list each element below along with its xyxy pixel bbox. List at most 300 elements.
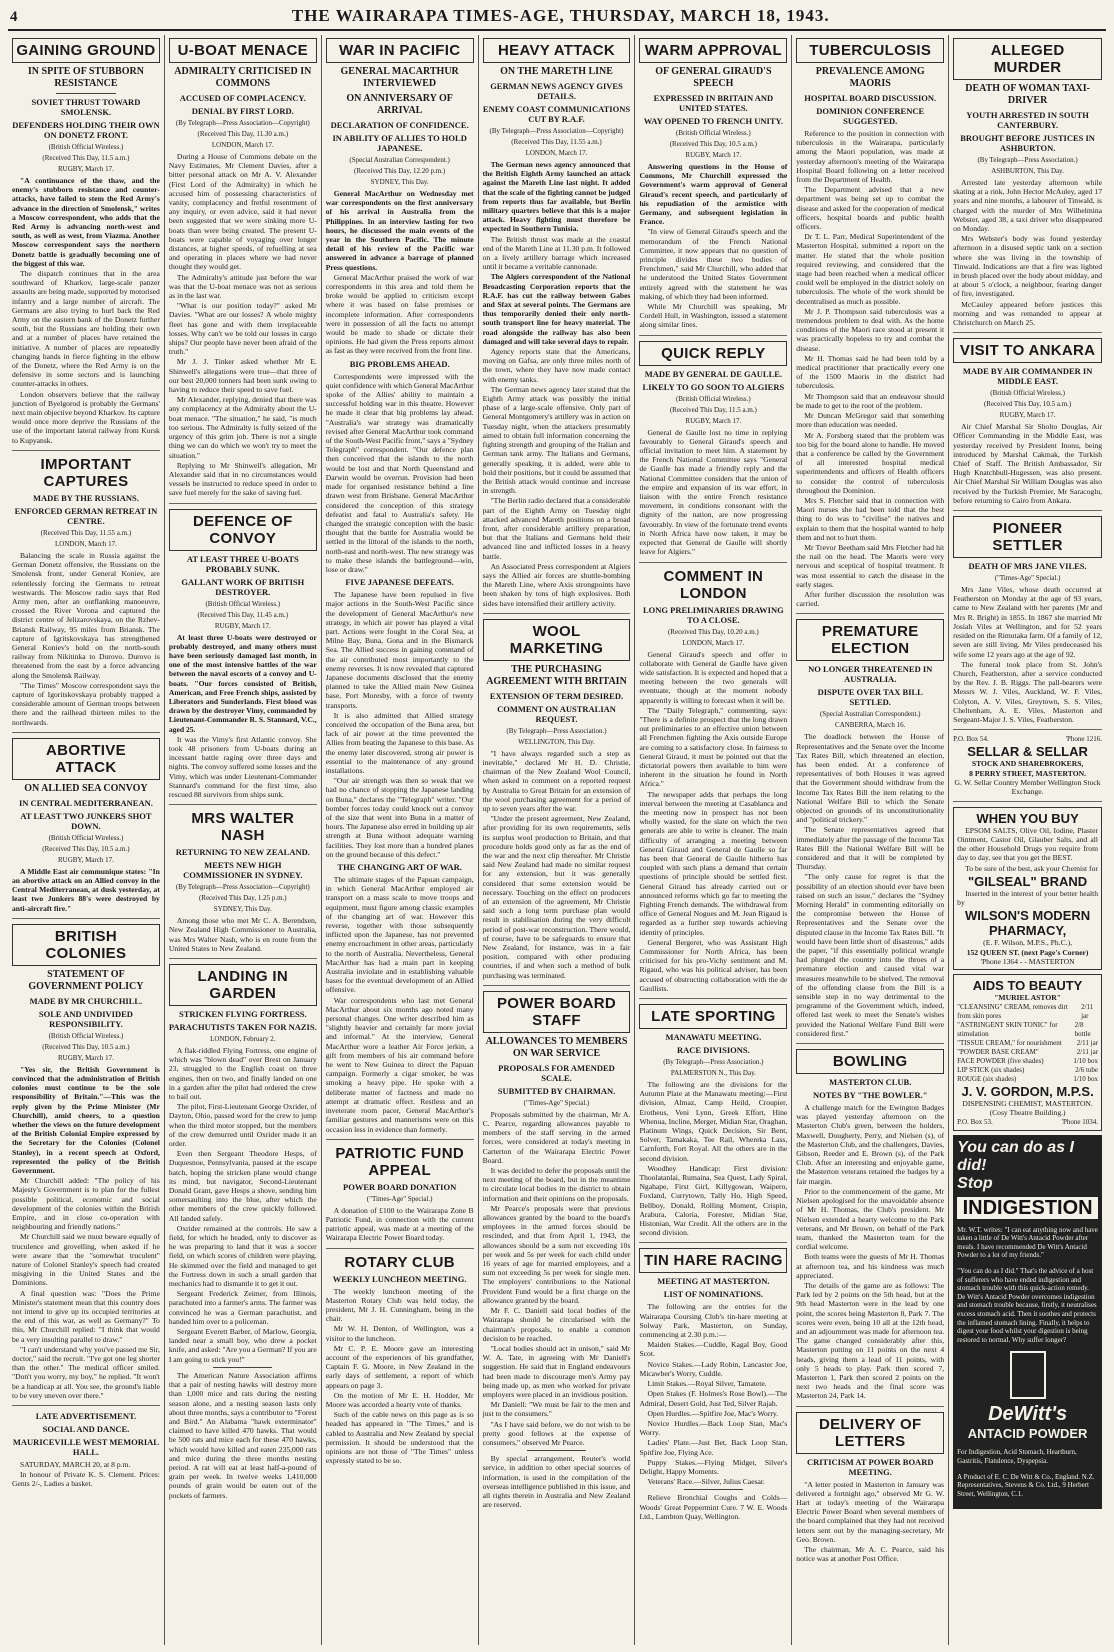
dateline: (Received This Day, 11.45 a.m.) [197, 610, 289, 619]
paragraph: A donation of £100 to the Wairarapa Zone B Patriotic Fund, in connection with the current patriotic appeal, was made at a meeting of the Wairarapa Electric Power Board today. [325, 1205, 474, 1243]
dateline: (Received This Day, 10.5 a.m.) [669, 140, 757, 148]
ad-sellar-and-sellar [953, 735, 1102, 802]
subhead: SOLE AND UNDIVIDED RESPONSIBILITY. [38, 1008, 133, 1029]
paragraph: "Our air strength was then so weak that we had no chance of stopping the Japanese landing on Buna," declares the "Telegraph" writer. "Our bomber forces today could knock out a convoy of the size that went into Buna in a matter of hours. The Japanese also erred in building up air strength at Buna without adequate warning facilities. They lost more than a hundred planes on the ground because of this defect." [325, 776, 474, 859]
column-5 [635, 35, 792, 1645]
paragraph: Open Stakes (F. Holmes's Rose Bowl).—The Admiral, Desert Gold, Just Ted, Silver Rajah. [639, 1389, 788, 1408]
article-tin-hare-racing [639, 1248, 787, 1525]
subhead: SUBMITTED BY CHAIRMAN. [497, 1085, 616, 1096]
paragraph: Mr Daniell: "We must be fair to the men and just to the consumers." [482, 1400, 631, 1419]
subhead: CRITICISM AT POWER BOARD MEETING. [806, 1456, 934, 1477]
dateline: LONDON, March 17. [55, 539, 117, 548]
paragraph: Mr H. Thomas said he had been told by a medical practitioner that practically every one of the 1500 Maoris in the district had tuberculosis. [796, 353, 945, 391]
ad-slogan: You can do as I did! [957, 1138, 1074, 1174]
ad-subhead: SOCIAL AND DANCE. [42, 1424, 130, 1435]
ad-line: DISPENSING CHEMIST, MASTERTON. [962, 1098, 1093, 1108]
article-alleged-murder [953, 38, 1102, 333]
paragraph: "The Times" Moscow correspondent says the capture of Igoritskovskaya probably trapped a considerable amount of German troops between there and the railhead thirteen miles to the northwards. [12, 680, 160, 727]
paragraph: "In view of General Giraud's speech and the memorandum of the French National Committee, it now appears that no question of principle divides these two bodies of Frenchmen," said Mr Churchill, who added that he understood the United States Government entirely agreed with the statement he was making, of which they had been informed. [639, 227, 788, 301]
paragraph: Mr Thompson said that an endeavour should be made to get to the root of the problem. [796, 391, 945, 410]
paragraph: Mr Trevor Beetham said Mrs Fletcher had hit the nail on the head. The Maoris were very nervous and sceptical of hospital treatment. It was most essential to catch the disease in the early stages. [796, 542, 945, 589]
newspaper-title: THE WAIRARAPA TIMES-AGE, THURSDAY, MARCH 18, 1943. [291, 6, 830, 25]
article-quick-reply [639, 341, 787, 563]
dateline: (British Official Wireless.) [48, 143, 124, 151]
paragraph: It was decided to defer the proposals until the next meeting of the board, but in the meantime to circulate local bodies in the district to obtain information and their opinions on the proposals. [482, 1166, 631, 1203]
divider [213, 1367, 272, 1368]
subhead: COMMENT ON AUSTRALIAN REQUEST. [497, 703, 616, 724]
dateline: (By Telegraph—Press Association.) [506, 726, 607, 735]
headline: LATE SPORTING [639, 1004, 787, 1029]
ad-line: 8 PERRY STREET, MASTERTON. [969, 768, 1086, 778]
paragraph: Mr C. P. E. Moore gave an interesting account of the experiences of his grandfather, Captain F. G. Moore, in New Zealand in the early days of settlement, a report of which appears on page 3. [325, 1343, 474, 1390]
paragraph: Among those who met Mr C. A. Berendsen, New Zealand High Commissioner to Australia, was Mrs Walter Nash, who is en route from the United States to New Zealand. [168, 916, 317, 953]
ad-line: 152 QUEEN ST. (next Page's Corner) [966, 947, 1089, 957]
subhead: IN CENTRAL MEDITERRANEAN. [18, 797, 153, 808]
paragraph: Both teams were the guests of Mr H. Thomas at afternoon tea, and his kindness was much appreciated. [796, 1252, 945, 1280]
ad-brand: "MURIEL ASTOR" [994, 993, 1061, 1003]
paragraph: Air Chief Marshal Sir Sholto Douglas, Air Officer Commanding in the Middle East, was yesterday received by President Inonu, being introduced by Marshal Cakmak, the Turkish Chief of Staff. The British Ambassador, Sir Hugh Knatchbull-Hugessen, was also present. Air Chief Marshal Sir William Douglas was also received by the Turkish Premier, Mr Saracoglu, before returning to Cairo from Ankara. [953, 422, 1103, 505]
subhead: PREVALENCE AMONG MAORIS [815, 66, 925, 89]
item-name: "CLEANSING" CREAM, removes dirt from skin pores [957, 1002, 1068, 1020]
article-late-sporting [639, 1004, 787, 1243]
paragraph: The German news agency announced that the British Eighth Army launched an attack against the Mareth Line last night. It added that the scale of the fighting cannot be judged from reports thus far available, but Berlin military quarters believe that this is a major attack. Heavy fighting must therefore be expected in Southern Tunisia. [482, 160, 631, 234]
subhead: ACCUSED OF COMPLACENCY. [179, 93, 306, 103]
ad-text: A Product of E. C. De Witt & Co., England. N.Z. Representatives, Stevens & Co. Ltd., 9 Herbert Street, Wellington, C.1. [957, 1472, 1095, 1498]
paragraph: The Senate representatives agreed that immediately after the passage of the Income Tax Rates Bill the National Welfare Bill will be considered and that it will be completed by Thursday. [796, 825, 945, 872]
paragraph: "Local bodies should act in unison," said Mr W. A. Tate, in agreeing with Mr Daniell's suggestion. He said that in England endeavours had been made to discourage men's Army pay being made up, as men who worked for private employers were placed in an invidious position. [482, 1343, 631, 1399]
paragraph: After further discussion the resolution was carried. [796, 589, 945, 609]
dateline: ("Times-Age" Special.) [994, 574, 1061, 583]
paragraph: The Japanese have been repulsed in five major actions in the South-West Pacific since the development of General MacArthur's new strategy, in which air power has played a vital part. Actions were fought in the Coral Sea, at Milne Bay, Buna, Gona and in the Bismarck Sea. The Allied success in gaining command of the air contributed most importantly to the enemy reverses. It is now revealed that captured Japanese documents disclosed that the enemy planned to take the Allied main New Guinea base, Port Moresby, with a force of twenty transports. [325, 590, 474, 710]
subhead: ON THE MARETH LINE [500, 66, 613, 77]
paragraph: A final question was: "Does the Prime Minister's statement mean that this country does not intend to give up its occupied territories at the end of this war, as well as Germany?" To this, Mr Churchill replied: "I think that would be a very insulting parallel to draw." [12, 1288, 160, 1344]
ad-heading: WHEN YOU BUY [976, 810, 1079, 826]
article-abortive-attack [12, 738, 160, 919]
ad-brand: "GILSEAL" BRAND [967, 873, 1088, 889]
paragraph: Mr Churchill added: "The policy of his Majesty's Government is to plan for the fullest possible political, economic and social development of the colonies within the British Empire, and in close co-operation with neighbouring and friendly nations." [12, 1176, 160, 1232]
paragraph: It was the Vimy's first Atlantic convoy. She took 48 prisoners from U-boats during an incessant battle raging over three days and nights. The convoy suffered some losses and the Vimy, which was under Lieutenant-Commander Stannard's command for the first time, also rescued 88 survivors from ships sunk. [168, 734, 317, 799]
ad-line: (E. F. Wilson, M.P.S., Ph.C.), [983, 938, 1072, 948]
subhead: GENERAL MACARTHUR INTERVIEWED [340, 66, 459, 89]
dateline: LONDON, March 17. [682, 638, 745, 647]
ad-line: (Cosy Theatre Building.) [989, 1108, 1066, 1118]
paragraph: The chairman, Mr A. C. Pearce, said his notice was at another Post Office. [796, 1544, 945, 1564]
paragraph: General Giraud's speech and offer to collaborate with General de Gaulle have given wide satisfaction. It is expected and hoped that a meeting between the two generals will eventuate, though at the moment nobody apparently is willing to forecast when it will be. [639, 649, 788, 705]
dateline: (Received This Day, 10.5 a.m.) [42, 1042, 130, 1051]
paragraph: "A continuance of the thaw, and the enemy's stubborn resistance and counter-attacks, have failed to stem the Red Army's advance in the direction of Smolensk," writes a Moscow correspondent, who adds that the Red Army is advancing north-west and south, as well as west, from Viazma. Another Moscow correspondent says the northern Donetz battle is gradually becoming one of the biggest of this war. [12, 176, 160, 268]
paragraph: Mr A. Forsberg stated that the problem was too big for the board alone to handle. He moved that a conference be called by the Government of all interested hospital medical superintendents and officers of Health officers to consider the control of tuberculosis throughout the Dominion. [796, 430, 945, 495]
ad-subhead: MAURICEVILLE WEST MEMORIAL HALL. [12, 1437, 159, 1458]
subhead: IN SPITE OF STUBBORN RESISTANCE [27, 66, 144, 89]
headline: COMMENT IN LONDON [663, 567, 764, 602]
paragraph: The pilot, First-Lieutenant George Oxrider, of Dayton, Ohio, passed word for the crew to jump when the third motor stopped, but the members of the crew demurred until Oxrider made it an order. [168, 1102, 317, 1149]
dateline: ("Times-Age" Special.) [366, 1194, 433, 1203]
paragraph: "The Berlin radio declared that a considerable part of the Eighth Army on Tuesday night attacked advanced Mareth positions on a broad front, after considerable artillery preparation, but that the Italians and Germans held their advanced line and inflicted losses in a heavy battle. [482, 496, 631, 561]
dateline: (British Official Wireless.) [205, 599, 281, 608]
price-item [957, 1039, 1098, 1048]
article-patriotic-fund [326, 1145, 474, 1249]
paragraph: The Admiralty's attitude just before the war was that the U-boat menace was not as serious as in the last war. [168, 272, 317, 301]
paragraph: Novice Stakes.—Lady Robin, Lancaster Joe, Micawber's Worry, Cuddle. [639, 1359, 788, 1378]
subhead: ADMIRALTY CRITICISED IN COMMONS [174, 66, 312, 89]
po-box: P.O. Box 54. [953, 735, 989, 744]
headline: POWER BOARD STAFF [483, 991, 631, 1033]
paragraph: London observers believe that the railway junction of Byelgorod is probably the Germans' next main objective beyond Kharkov. Its capture would once more deprive the Russians of the use of the important lateral railway from Kursk to Kupyansk. [12, 389, 160, 445]
article-heavy-attack [483, 38, 631, 614]
subhead: DECLARATION OF CONFIDENCE. [330, 120, 469, 130]
ad-text: Inserted in the interest of your better health by [957, 888, 1099, 907]
paragraph: Sergeant Frederick Zeimer, from Illinois, parachuted into a farmer's arms. The farmer was convinced he was a German parachutist, and handed him over to a policeman. [168, 1289, 317, 1326]
dateline: (Special Australian Correspondent.) [349, 156, 450, 164]
paragraph: Mr Churchill said we must beware equally of truculence and grovelling, when asked if he were aware that the "somewhat truculent" nature of Colonel Stanley's speech had created misgiving in the United States and the Dominions. [12, 1232, 160, 1288]
article-tuberculosis [796, 38, 944, 614]
headline: PIONEER SETTLER [953, 516, 1102, 558]
article-war-in-pacific [326, 38, 474, 1140]
article-u-boat-menace [169, 38, 317, 504]
paragraph: "As I have said before, we do not wish to be pretty good fellows at the expense of consumers," observed Mr Pearce. [482, 1419, 631, 1447]
column-2 [165, 35, 322, 1645]
item-price: 2/11 jar [1076, 1047, 1099, 1056]
paragraph: Prior to the commencement of the game, Mr Nielsen apologised for the unavoidable absence of Mr H. Thomas, the Club's president. Mr Nielsen extended a hearty welcome to the Park veterans, and Mr Brown, on behalf of the Park team, thanked the Masterton team for the cordial welcome. [796, 1186, 945, 1252]
item-name: "TISSUE CREAM," for nourishment [957, 1038, 1062, 1047]
paragraph: Dr T. L. Parr, Medical Superintendent of the Masterton Hospital, submitted a report on the matter. He stated that the whole position required reviewing, and considered that the stage had been reached when a medical officer could well be employed in the district solely on tuberculosis. The whole of the work should be decentralised as much as possible. [796, 232, 945, 306]
subhead: NOTES BY "THE BOWLER." [812, 1090, 928, 1101]
article-comment-in-london [639, 568, 787, 1000]
ad-text: EPSOM SALTS, Olive Oil, Iodine, Plaster Ointment, Castor Oil, Glauber Salts, and all the other Household Drugs you require from day to day, see that you get the BEST. [957, 825, 1099, 863]
headline: WARM APPROVAL [639, 38, 787, 63]
subhead: GALLANT WORK OF BRITISH DESTROYER. [181, 576, 305, 597]
subhead: RETURNING TO NEW ZEALAND. [175, 847, 310, 858]
paragraph: War correspondents who last met General MacArthur about six months ago noted many personal changes. One writer described him as "slightly heavier and certainly far more jovial and informal." At the interview, General MacArthur wore a leather Air Force jerkin, a gift from members of his air command before he went to New Guinea to direct the Papuan campaign. Formerly a cigar smoker, he was smoking a heavy pipe. He spoke with a deliberate matter of factness and made no attempt at dramatic effect. Restless and an inveterate room pacer, General MacArthur's familiar gestures and mannerisms were on this occasion less in evidence than formerly. [325, 995, 474, 1134]
column-1 [8, 35, 165, 1645]
headline: BRITISH COLONIES [12, 924, 160, 966]
dateline: RUGBY, March 17. [685, 151, 742, 159]
subhead: LIKELY TO GO SOON TO ALGIERS [642, 381, 785, 392]
dateline: ("Times-Age" Special.) [523, 1098, 590, 1107]
headline: QUICK REPLY [639, 341, 787, 366]
subhead: OF GENERAL GIRAUD'S SPEECH [655, 66, 772, 89]
item-price: 2/11 jar [1076, 1038, 1099, 1047]
subhead: RACE DIVISIONS. [676, 1045, 750, 1056]
subhead: MADE BY GENERAL DE GAULLE. [644, 368, 783, 379]
paragraph: The following are the divisions for the Autumn Plate at the Manawatu meeting:—First division, Almaz, Camp Heild, Croupier, Erotheus, Veni Lynn, Greek Effort, Hine Whenua, Incline, Merger, Midian Star, Oraghan, Platinum Wings, Quick Decision, Sir Bent, Solver, Tamakaka, Tee Rail, Whereka Lass, Carnforth, Fort Royal. All the others are in the second division. [639, 1080, 788, 1163]
divider [56, 93, 115, 94]
article-rotary-club [326, 1254, 474, 1471]
paragraph: Veterans' Race.—Silver, Julius Caesar. [647, 1477, 765, 1487]
paragraph: "A letter posted in Masterton in January was delivered a fortnight ago," observed Mr G. W. Hart at today's meeting of the Wairarapa Electric Power Board when several members of the board complained that they had not received letters sent out by the managing-secretary, Mr Geo. Brown. [796, 1479, 945, 1544]
item-price: 1/10 box [1073, 1074, 1099, 1083]
subhead: DISPUTE OVER TAX BILL SETTLED. [817, 687, 923, 708]
dateline: LONDON, March 17. [211, 141, 274, 149]
paragraph: It is also admitted that Allied strategy conceived the occupation of the Buna area, but lack of air power at the time prevented the Allies from beating the Japanese to this base. As the enemy later discovered, strong air power is essential to the maintenance of any ground installations. [325, 710, 474, 775]
dateline: WELLINGTON, This Day. [518, 737, 595, 746]
subhead: IN ABILITY OF ALLIES TO HOLD JAPANESE. [332, 133, 467, 153]
paragraph: On the motion of Mr E. H. Hodder, Mr Moore was accorded a hearty vote of thanks. [325, 1390, 474, 1409]
price-item [957, 1021, 1098, 1039]
headline: DELIVERY OF LETTERS [796, 1412, 944, 1454]
paragraph: Limit Stakes.—Royal Silver, Tamatete. [647, 1379, 767, 1389]
paragraph: "Under the present agreement, New Zealand, after providing for its own requirements, sells its surplus wool production to Britain, and that procedure holds good only as far as the end of the war and the next clip thereafter. Mr Christie said New Zealand had made no similar request for any extension, but it was generally considered that some extension would be necessary. Touching on the effect on producers of an extension of the agreement, Mr Christie said such a long term purchase plan would result in stabilisation during the very difficult period of post-war reconstruction. There would, of course, have to be safeguards to ensure that New Zealand, for instance, was in a fair position, compared with other producing countries, if and when such a method of bulk purchasing was terminated. [482, 814, 631, 980]
paragraph: The American Nature Association affirms that a pair of nesting hawks will destroy more than 1,000 mice and rats during the nesting season alone, and a nesting season lasts only about three months, says a contributor to "Forest and Bird." An Alabama "hawk exterminator" claimed to have killed 470 hawks. That would be 500 rats and mice each for these 470 hawks, which would have killed and eaten 235,000 rats and mice during the three months nesting period. A rat will eat at least half-a-pound of grain per week. In twelve weeks 1,410,000 pounds of grain would be eaten out of the pockets of farmers. [168, 1370, 317, 1500]
item-name: FACE POWDER (five shades) [957, 1056, 1044, 1065]
ad-contact-row [953, 735, 1102, 744]
paragraph: "What is our position today?" asked Mr Davies. "What are our losses? A whole mighty fleet has gone and with them irreplaceable losses. Why can't we be told our losses in cargo ships? Our people have never been afraid of the truth." [168, 301, 317, 357]
dateline: LONDON, February 2. [210, 1034, 276, 1043]
paragraph: SATURDAY, MARCH 20, at 8 p.m. [20, 1460, 131, 1470]
subhead: MASTERTON CLUB. [829, 1077, 912, 1088]
ad-wilsons-pharmacy [953, 807, 1102, 971]
headline: TIN HARE RACING [639, 1248, 787, 1273]
article-delivery-of-letters [796, 1412, 944, 1569]
paragraph: The newspaper adds that perhaps the long interval between the meeting at Casablanca and the meeting now in prospect has not been wholly wasted, for the slate on which the two generals are able to write is cleaner. The main difficulty of arranging a meeting between General Giraud and General de Gaulle so far has been that General de Gaulle hitherto has coupled with such plans a demand that certain questions of principle should be settled first. General Giraud has already carried out or announced reforms which go far to meeting the Fighting French demands. The withdrawal from office of General Nogues and M. Jean Rigaud is regarded as a further step towards achieving identity of principles. [639, 789, 788, 937]
article-british-colonies [12, 924, 160, 1406]
dateline: SYDNEY, This Day. [370, 178, 429, 186]
paragraph: Woodhey Handicap: First division: Thoolatanlai, Rumaina, Sea Quest, Lady Spiral, Ngahape, First Girl, Killygowan, Waipero, Foxland, Currytown, Tally Ho, High Speed, Bellboy, Donald, Rolling Moment, Crispin, Arabura, Caloria, Forester, Midian Star, Histonian, War Credit. All the others are in the second division. [639, 1163, 788, 1238]
dateline: RUGBY, March 17. [685, 416, 742, 425]
subhead: LIST OF NOMINATIONS. [663, 1289, 763, 1300]
ad-stop: Stop [957, 1174, 993, 1192]
ad-business-name: WILSON'S MODERN PHARMACY, [965, 908, 1091, 939]
ad-text: To be sure of the best, ask your Chemist for [965, 863, 1098, 873]
paragraph: The following are the entries for the Wairarapa Coursing Club's tin-hare meeting at Solway Park, Masterton, on Sunday, commencing at 2.30 p.m.:— [639, 1302, 788, 1340]
subhead: MEETING AT MASTERTON. [657, 1276, 770, 1287]
subhead: WAY OPENED TO FRENCH UNITY. [643, 116, 783, 126]
ad-line: G. W. Sellar Country Member Wellington Stock Exchange. [954, 777, 1101, 797]
headline: WAR IN PACIFIC [326, 38, 474, 63]
dateline: RUGBY, March 17. [999, 411, 1056, 420]
paragraph: Ladies' Plate.—Just Bet, Back Loop Stan, Spitfire Joe, Flying Ace. [639, 1438, 788, 1457]
dateline: (British Official Wireless.) [48, 1031, 124, 1040]
ad-aids-to-beauty [953, 974, 1102, 1130]
dateline: (Received This Day, 11.5 a.m.) [669, 405, 757, 414]
ad-line: 'Phone 1364 - - MASTERTON [980, 956, 1075, 966]
headline: ROTARY CLUB [344, 1253, 455, 1271]
subhead: EXPRESSED IN BRITAIN AND UNITED STATES. [653, 93, 774, 113]
item-name: ROUGE (six shades) [957, 1074, 1017, 1083]
page-number: 4 [10, 9, 18, 25]
headline: ALLEGED MURDER [953, 38, 1102, 80]
price-item [957, 1075, 1098, 1084]
price-item [957, 1003, 1098, 1021]
paragraph: The funeral took place from St. John's Church, Featherston, after a service conducted by the Rev. J. B. Riggs. The pall-bearers were Messrs W. J. Viles, Auckland, W. F. Viles, Colyton, A. V. Viles, Greytown, S. S. Viles, Cheltenham, A. E. Viles, Masterton and Sergeant-Major J. S. Viles, Featherston. [953, 659, 1103, 724]
subhead: ON ANNIVERSARY OF ARRIVAL [346, 93, 453, 116]
subhead: NO LONGER THREATENED IN AUSTRALIA. [808, 664, 933, 685]
paragraph: Mrs Webster's body was found yesterday afternoon in a disused septic tank on a section where she was living in the township of Tinwald. Indications are that a fire was lighted in brush placed over the body about midday, and at about 5 o'clock, a neighbour, fearing danger of fire, investigated. [953, 234, 1103, 299]
paragraph: "I can't understand why you've passed me Sir, doctor," said the recruit. "I've got one leg shorter than the other." The medical officer smiled. "Don't you worry, my boy," he replied. "It won't be a handicap at all. You see, the ground's liable to be very uneven over there." [12, 1344, 160, 1400]
subhead: ENFORCED GERMAN RETREAT IN CENTRE. [14, 505, 158, 526]
dateline: (Received This Day, 11.30 a.m.) [197, 130, 289, 138]
subhead: HOSPITAL BOARD DISCUSSION. [804, 93, 937, 103]
subhead: THE PURCHASING AGREEMENT WITH BRITAIN [486, 663, 627, 687]
headline: MRS WALTER NASH [191, 810, 295, 845]
headline: ABORTIVE ATTACK [12, 738, 160, 780]
column-6 [792, 35, 949, 1645]
dateline: (Received This Day, 11.55 a.m.) [511, 138, 602, 146]
subhead: AT LEAST THREE U-BOATS PROBABLY SUNK. [186, 553, 299, 574]
ad-business-name: J. V. GORDON, M.P.S. [961, 1083, 1094, 1099]
paragraph: Even then Sergeant Theodore Hesps, of Duquesnoe, Pennsylvania, paused at the escape hatch, hoping the stricken plane would change its mind, but navigator, Second-Lieutenant Donald Grant, gave Hesps a shove, sending him somersaulting into the blue, after which the other members of the crew quickly followed. All landed safely. [168, 1149, 317, 1223]
paragraph: A Middle East air communique states: "In an abortive attack on an Allied convoy in the Central Mediterranean, at dusk yesterday, at least two Junkers 88's were destroyed by anti-aircraft fire." [12, 866, 160, 913]
dateline: (By Telegraph—Press Association.) [977, 156, 1078, 164]
subhead: BROUGHT BEFORE JUSTICES IN ASHBURTON. [960, 133, 1095, 153]
subhead: STRICKEN FLYING FORTRESS. [178, 1008, 307, 1019]
paragraph: Reference to the position in connection with tuberculosis in the Wairarapa, particularly among the Maori population, was made at yesterday afternoon's meeting of the Wairarapa Hospital Board following on a letter received from the Department of Health. [796, 129, 945, 185]
subhead: STATEMENT OF GOVERNMENT POLICY [28, 968, 144, 992]
ad-heading: LATE ADVERTISEMENT. [35, 1411, 137, 1422]
dateline: (British Official Wireless.) [48, 833, 124, 842]
paragraph: Mr Duncan McGregor said that something more than education was needed. [796, 411, 945, 430]
subhead: WEEKLY LUNCHEON MEETING. [332, 1273, 467, 1284]
ad-product: ANTACID POWDER [967, 1426, 1088, 1442]
section-heading: FIVE JAPANESE DEFEATS. [345, 577, 454, 588]
headline: PREMATURE ELECTION [796, 619, 944, 661]
article-pioneer-settler [953, 516, 1102, 730]
subhead: PROPOSALS FOR AMENDED SCALE. [498, 1062, 615, 1083]
dateline: RUGBY, March 17. [57, 855, 114, 864]
paragraph: Open Hurdles.—Spitfire Joe, Mac's Worry. [647, 1408, 779, 1418]
paragraph: Mr Alexander, replying, denied that there was any complacency at the Admiralty about the U-boat menace. "The situation," he said, "is much too serious. The Admiralty is fully seized of the urgency of this grim job. There is not a single thing we can do which we won't try to meet the situation." [168, 395, 317, 460]
subhead: GERMAN NEWS AGENCY GIVES DETAILS. [490, 81, 623, 101]
paragraph: The German news agency later stated that the Eighth Army attack was possibly the initial phase of a large-scale offensive. Only part of General Montgomery's artillery was in action on Tuesday night, when the attackers presumably aimed to obtain full information concerning the fighting strength and grouping of the Italian and German tank army. The Italians and Germans, generally speaking, it is added, were able to hold their positions, but it could be assumed that the British attack would continue and increase in strength. [482, 384, 631, 496]
ad-line: STOCK AND SHAREBROKERS, [971, 759, 1084, 769]
paragraph: Puppy Stakes.—Flying Midget, Silver's Delight, Happy Moments. [639, 1457, 788, 1476]
paragraph: While Mr Churchill was speaking, Mr Cordell Hull, in Washington, issued a statement along similar lines. [639, 302, 788, 330]
section-heading: BIG PROBLEMS AHEAD. [349, 358, 450, 369]
ad-text: "You can do as I did." That's the advice of a host of sufferers who have ended indigestion and stomach trouble with this quick-action remedy. De Witt's Antacid Powder overcomes indigestion and stomach trouble because, firstly, it neutralises excess stomach acid. Then it soothes and protects the inflamed stomach lining. Finally, it helps to digest your food whilst your digestion is being restored to normal. Why suffer longer? [957, 1266, 1097, 1344]
dateline: SYDNEY, This Day. [213, 905, 272, 914]
dateline: ASHBURTON, This Day. [991, 167, 1064, 175]
paragraph: The dispatch continues that in the area southward of Kharkov, large-scale panzer assaults are being made, supported by motorised infantry and a large number of aircraft. The Germans are also trying to hurl back the Red Army on the eastern bank of the Donetz further south, but the Russians are holding their own and at a number of places have retained the initiative. A number of places are repeatedly changing hands in fierce fighting in the elbow of the Donetz, where the Red Army is on the defensive in some sectors and is launching counter-attacks in others. [12, 269, 160, 389]
po-box: P.O. Box 53. [957, 1117, 993, 1126]
dateline: RUGBY, March 17. [57, 1053, 114, 1062]
price-list [957, 1003, 1098, 1084]
headline: LANDING IN GARDEN [169, 964, 317, 1006]
dateline: (By Telegraph—Press Association—Copyright) [175, 883, 310, 892]
paragraph: Replying to Mr Shinwell's allegation, Mr Alexander said that in no circumstances would vessels be instructed to reduce speed in order to save fuel merely for the sake of saving fuel. [168, 460, 317, 498]
paragraph: General de Gaulle lost no time in replying favourably to General Giraud's speech and official invitation to meet him. A statement by the French National Committee says "General de Gaulle has made a friendly reply and the National Committee considers that the union of the empire and expansion of its war effort, in liaison with the entire French resistance movement, in conditions consonant with the dignity of the nation, are now progressing favourably. In view of the fortunate trend events in North Africa have now taken, it may be expected that General de Gaulle will shortly leave for Algiers." [639, 427, 788, 557]
dateline: (British Official Wireless.) [990, 389, 1065, 398]
dateline: LONDON, March 17. [525, 149, 588, 157]
subhead: DEATH OF MRS JANE VILES. [968, 561, 1087, 572]
subhead: EXTENSION OF TERM DESIRED. [489, 690, 624, 701]
dateline: (Received This Day, 10.5 a.m.) [42, 844, 130, 853]
paragraph: Answering questions in the House of Commons, Mr Churchill expressed the Government's warm approval of General Giraud's recent speech, and particularly of his repudiation of the armistice with Germany, and subsequent legislation in France. [639, 162, 788, 227]
paragraph: Balancing the scale in Russia against the German Donetz offensive, the Russians on the Smolensk front, under General Koniev, are relentlessly forcing the Germans to retreat westwards. The Moscow radio says that Red Army men, after an outflanking manoeuvre, crossed the River Vorona and captured the district centre of Jelizarovskaya, on the Rzhev-Briansk Railway, 95 miles from Briansk. The capture of Igritskovskaya has strengthened General Koniev's hold on the north-south railway from Nikitinka to Durovo. Durovo is threatened from the east by a force advancing along the Smolensk Railway. [12, 550, 160, 680]
paragraph: The Algiers correspondent of the National Broadcasting Corporation reports that the R.A.F. has cut the railway between Gabes and Sfax at several points. The Germans are thus temporarily denied their only north-south transport line for heavy material. The road alongside the railway has also been damaged and will take several days to repair. [482, 272, 631, 346]
ad-dewitts-antacid [953, 1135, 1102, 1510]
subhead: ON ALLIED SEA CONVOY [24, 782, 148, 794]
dateline: (Received This Day, 11.5 a.m.) [42, 154, 130, 162]
subhead: MADE BY AIR COMMANDER IN MIDDLE EAST. [962, 366, 1093, 387]
article-defence-of-convoy [169, 509, 317, 806]
dateline: (By Telegraph—Press Association—Copyright) [175, 119, 310, 127]
section-heading: THE CHANGING ART OF WAR. [337, 862, 462, 873]
dateline: RUGBY, March 17. [57, 165, 114, 173]
paragraph: Maiden Stakes.—Cuddle, Kagal Boy, Good Scot. [639, 1340, 788, 1359]
subhead: YOUTH ARRESTED IN SOUTH CANTERBURY. [966, 110, 1089, 130]
dateline: PALMERSTON N., This Day. [670, 1069, 756, 1078]
headline: TUBERCULOSIS [796, 38, 944, 63]
column-3 [322, 35, 479, 1645]
subhead: MADE BY MR CHURCHILL. [29, 995, 143, 1006]
paragraph: General MacArthur praised the work of war correspondents in this area and told them he broke would be applied to criticism except where it was based on false premises or incomplete information. After correspondents were in possession of all the facts no attempt would be made to shade or dictate their opinions. He had given the Press reports almost as fast as they were received from the front line. [325, 272, 474, 356]
phone: 'Phone 1034. [1061, 1117, 1099, 1126]
headline: U-BOAT MENACE [169, 38, 317, 63]
headline: DEFENCE OF CONVOY [169, 509, 317, 551]
headline: IMPORTANT CAPTURES [40, 455, 132, 490]
subhead: POWER BOARD DONATION [343, 1181, 457, 1192]
paragraph: A flak-riddled Flying Fortress, one engine of which was "blown dead" over Brest on January 23, struggled to the English coast on three engines, then on two, and finally landed on one in a garden after the pilot had ordered the crew to bail out. [168, 1045, 317, 1101]
ad-testimonial: Mr. W.T. writes: "I can eat anything now and have taken a little of De Witt's Antacid Powder after meals. I have recommended De Witt's Antacid Powder to a lot of my friends." [957, 1225, 1098, 1260]
article-visit-to-ankara [953, 338, 1102, 511]
ad-text: For Indigestion, Acid Stomach, Heartburn, Gastritis, Flatulence, Dyspepsia. [957, 1448, 1077, 1465]
ad-contact-row [957, 1118, 1098, 1127]
column-7 [949, 35, 1106, 1645]
subhead: DENIAL BY FIRST LORD. [191, 106, 294, 116]
columns [8, 35, 1106, 1645]
late-advertisement [12, 1411, 160, 1494]
paragraph: Agency reports state that the Americans, moving on Gafsa, are only three miles north of the town, where they have now made contact with enemy tanks. [482, 347, 631, 384]
item-price: 2/11 jar [1081, 1002, 1094, 1020]
paragraph: Oxrider remained at the controls. He saw a field, for which he headed, only to discover as he was preparing to land that it was a soccer field, on which scores of children were playing. He skimmed over the field and managed to get the Fortress down in such a small garden that mechanics had to dismantle it to get it out. [168, 1223, 317, 1289]
product-jar-icon [1010, 1351, 1046, 1399]
paragraph: During a House of Commons debate on the Navy Estimates, Mr Clement Davies, after a bitter personal attack on Mr A. V. Alexander (First Lord of the Admiralty) in which he accused him of possessing characteristics of vanity, complacency and fretful resentment of any inquiry, or even advice, said it had never been suggested that we were sinking more U-boats than were being created. The present U-boats were capable of voyaging over longer distances, at higher speeds, of refuelling at sea and operating in places where we had never thought they would get. [168, 152, 317, 272]
dateline: (By Telegraph—Press Association.) [663, 1058, 764, 1067]
headline: GAINING GROUND [12, 38, 160, 63]
paragraph: McCauley appeared before justices this morning and was remanded to appear at Christchurch on March 25. [953, 299, 1103, 328]
paragraph: The details of the game are as follows: The Park led by 2 points on the 5th head, but at the 9th head Masterton were in the lead by one point, the scores being Masterton 8, Park 7. The scores were even, being 10 all at the 12th head, and an adjournment was made for afternoon tea. The game changed considerably after this, Masterton putting on 11 points on the next 4 heads, giving them a lead of 11 points, with only 5 heads to play. Park then scored 7, Masterton 1, Park then scored 2 points on the next two heads and the final score was Masterton 24, Park 14. [796, 1280, 945, 1401]
paragraph: Mr Pearce's proposals were that previous allowances granted by the board to the board's employees in the armed forces should be rescinded, and that from April 1, 1943, the allowances should be a sum not exceeding 10s per week and 5s per week for each child under 16 years of age for married employees, and a sum not exceeding 5s per week for single men. The employers' contributions to the National Provident Fund would be a first charge on the allowance granted by the board. [482, 1203, 631, 1305]
item-name: LIP STICK (six shades) [957, 1065, 1025, 1074]
article-wool-marketing [483, 619, 631, 986]
subhead: LONG PRELIMINARIES DRAWING TO A CLOSE. [642, 604, 784, 625]
dateline: (British Official Wireless.) [676, 394, 751, 403]
paragraph: In honour of Private K. S. Clement. Prices: Gents 2/-, Ladies a basket. [12, 1470, 160, 1489]
divider [527, 1450, 586, 1451]
subhead: PARACHUTISTS TAKEN FOR NAZIS. [168, 1021, 317, 1032]
subhead: ALLOWANCES TO MEMBERS ON WAR SERVICE [485, 1035, 628, 1059]
small-ad: Relieve Bronchial Coughs and Colds—Woods' Great Peppermint Cure. 7 W. E. Woods Ltd., Lambton Quay, Wellington. [639, 1493, 788, 1521]
paragraph: General Bergeret, who was Assistant High Commissioner for North Africa, has been criticised for his pro-Vichy sentiment and M. Rigaud, who was his political adviser, has been accused of obstructing collaboration with the de Gaullists. [639, 937, 788, 993]
paragraph: Correspondents were impressed with the quiet confidence with which General MacArthur spoke of the Allies' ability to maintain a successful holding war in this theatre. However he made it clear that big problems lay ahead. "Australia's war strategy was dramatically revised after General MacArthur took command of the South-West Pacific front," says a "Sydney Telegraph" correspondent. "Our defence plan then conceived that the islands to the north would be lost and that North Queensland and Darwin would be overrun. Provision had been made for organised resistance behind a line drawn west from Brisbane. General MacArthur considered the conception of this strategy defeatist and fatal to Australia's safety. He changed the strategic conception with the basic thought that the battle for Australia would be settled in the littoral of the islands to the north, north-east and north-west. The new strategy was to make these islands the battleground—win, lose or draw." [325, 371, 474, 574]
paragraph: Novice Hurdles.—Back Loop Stan, Mac's Worry. [639, 1418, 788, 1438]
paragraph: The British thrust was made at the coastal end of the Mareth Line at 11.30 p.m. It followed on a lively artillery barrage which increased until it became a veritable cannonade. [482, 234, 631, 272]
dateline: (Received This Day, 11.55 a.m.) [40, 528, 132, 537]
subhead: DEATH OF WOMAN TAXI-DRIVER [965, 83, 1090, 106]
dateline: (Received This Day, 12.20 p.m.) [354, 167, 446, 175]
dateline: (Received This Day, 10.20 a.m.) [667, 627, 759, 636]
dateline: (By Telegraph—Press Association—Copyright) [489, 127, 624, 135]
ad-heading: SELLAR & SELLAR [967, 744, 1088, 760]
dateline: (Received This Day, 10.5 a.m.) [983, 400, 1072, 409]
paragraph: Mrs S. Fletcher said that in connection with Maori nurses she had been told that the best thing to do was to "civilise" the natives and explain to them that the hospital wanted to help them and not to hurt them. [796, 495, 945, 542]
price-item [957, 1057, 1098, 1066]
footnote: By special arrangement, Reuter's world service, in addition to other special sources of information, is used in the compilation of the overseas intelligence published in this issue, and all rights therein in Australia and New Zealand are reserved. [482, 1454, 631, 1510]
paragraph: "Yes sir, the British Government is convinced that the administration of British colonies must continue to be the sole responsibility of Britain."—This was the reply given by the Prime Minister (Mr Churchill), amid cheers, to a question whether the views on the future development of the British Colonial Empire expressed by the Secretary for the Colonies (Colonel Stanley), in a recent speech at Oxford, represented the policy of the British Government. [12, 1064, 160, 1175]
subhead: MANAWATU MEETING. [665, 1032, 762, 1043]
item-price: 2/6 tube [1075, 1065, 1099, 1074]
headline: PATRIOTIC FUND APPEAL [335, 1144, 464, 1179]
ad-heading: AIDS TO BEAUTY [972, 978, 1083, 994]
dateline: (British Official Wireless.) [676, 129, 751, 137]
paragraph: "The only cause for regret is that the possibility of an election should ever have been raised on such an issue," declares the "Sydney Morning Herald" in commenting editorially on the compromise between the House of Representatives and the Senate over the disputed clause in the Income Tax Rates Bill. "It would have been little short of disastrous," adds the paper, "if this essentially political wrangle had plunged the country into the throes of a premature election and caused vital war measures meanwhile to be shelved. The removal of the offending clause from the Bill is a sensible step in no way detrimental to the programme of the Government which, indeed, offered last week to meet the Senate's wishes provided the National Welfare Fund Bill were considered first." [796, 872, 945, 1038]
headline: HEAVY ATTACK [483, 38, 631, 63]
article-power-board-staff [483, 991, 631, 1515]
headline: BOWLING [796, 1049, 944, 1074]
footnote: Such of the cable news on this page as is so headed has appeared in "The Times," and is cabled to Australia and New Zealand by special permission. It should be understood that the opinions are not those of "The Times" unless expressly stated to be so. [325, 1410, 474, 1466]
paragraph: The Department advised that a new department was being set up to combat the disease and asked for the cooperation of medical officers, hospital boards and public health officers. [796, 185, 945, 232]
article-warm-approval [639, 38, 787, 336]
